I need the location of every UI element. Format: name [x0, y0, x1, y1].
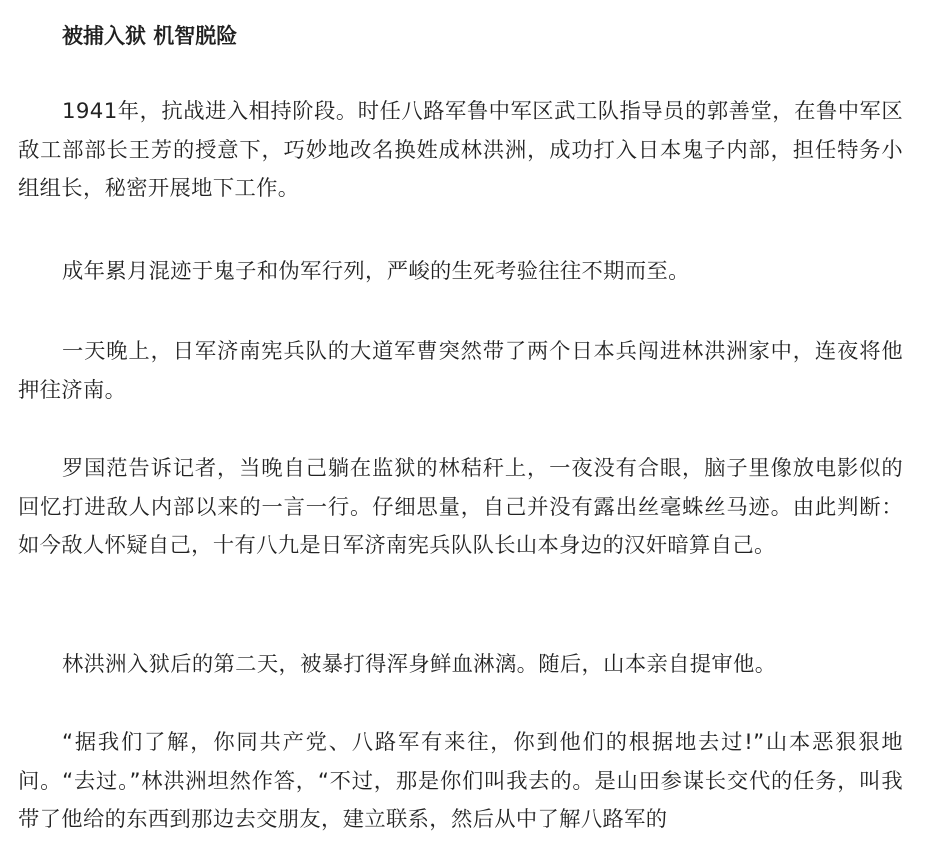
paragraph: 1941年，抗战进入相持阶段。时任八路军鲁中军区武工队指导员的郭善堂，在鲁中军区敌工部部长王芳的授意下，巧妙地改名换姓成林洪洲，成功打入日本鬼子内部，担任特务小组组长，秘密开展地下工作。	[18, 99, 903, 201]
paragraph: “据我们了解，你同共产党、八路军有来往，你到他们的根据地去过!”山本恶狠狠地问。“去过。”林洪洲坦然作答，“不过，那是你们叫我去的。是山田参谋长交代的任务，叫我带了他给的东西到那边去交朋友，建立联系，然后从中了解八路军的	[18, 730, 903, 832]
section-heading: 被捕入狱 机智脱险	[62, 24, 238, 48]
paragraph: 一天晚上，日军济南宪兵队的大道军曹突然带了两个日本兵闯进林洪洲家中，连夜将他押往济南。	[18, 339, 903, 403]
paragraph: 成年累月混迹于鬼子和伪军行列，严峻的生死考验往往不期而至。	[62, 259, 690, 284]
paragraph: 林洪洲入狱后的第二天，被暴打得浑身鲜血淋漓。随后，山本亲自提审他。	[62, 652, 777, 677]
paragraph: 罗国范告诉记者，当晚自己躺在监狱的林秸秆上，一夜没有合眼，脑子里像放电影似的回忆打进敌人内部以来的一言一行。仔细思量，自己并没有露出丝毫蛛丝马迹。由此判断：如今敌人怀疑自己，十有八九是日军济南宪兵队队长山本身边的汉奸暗算自己。	[18, 456, 903, 558]
